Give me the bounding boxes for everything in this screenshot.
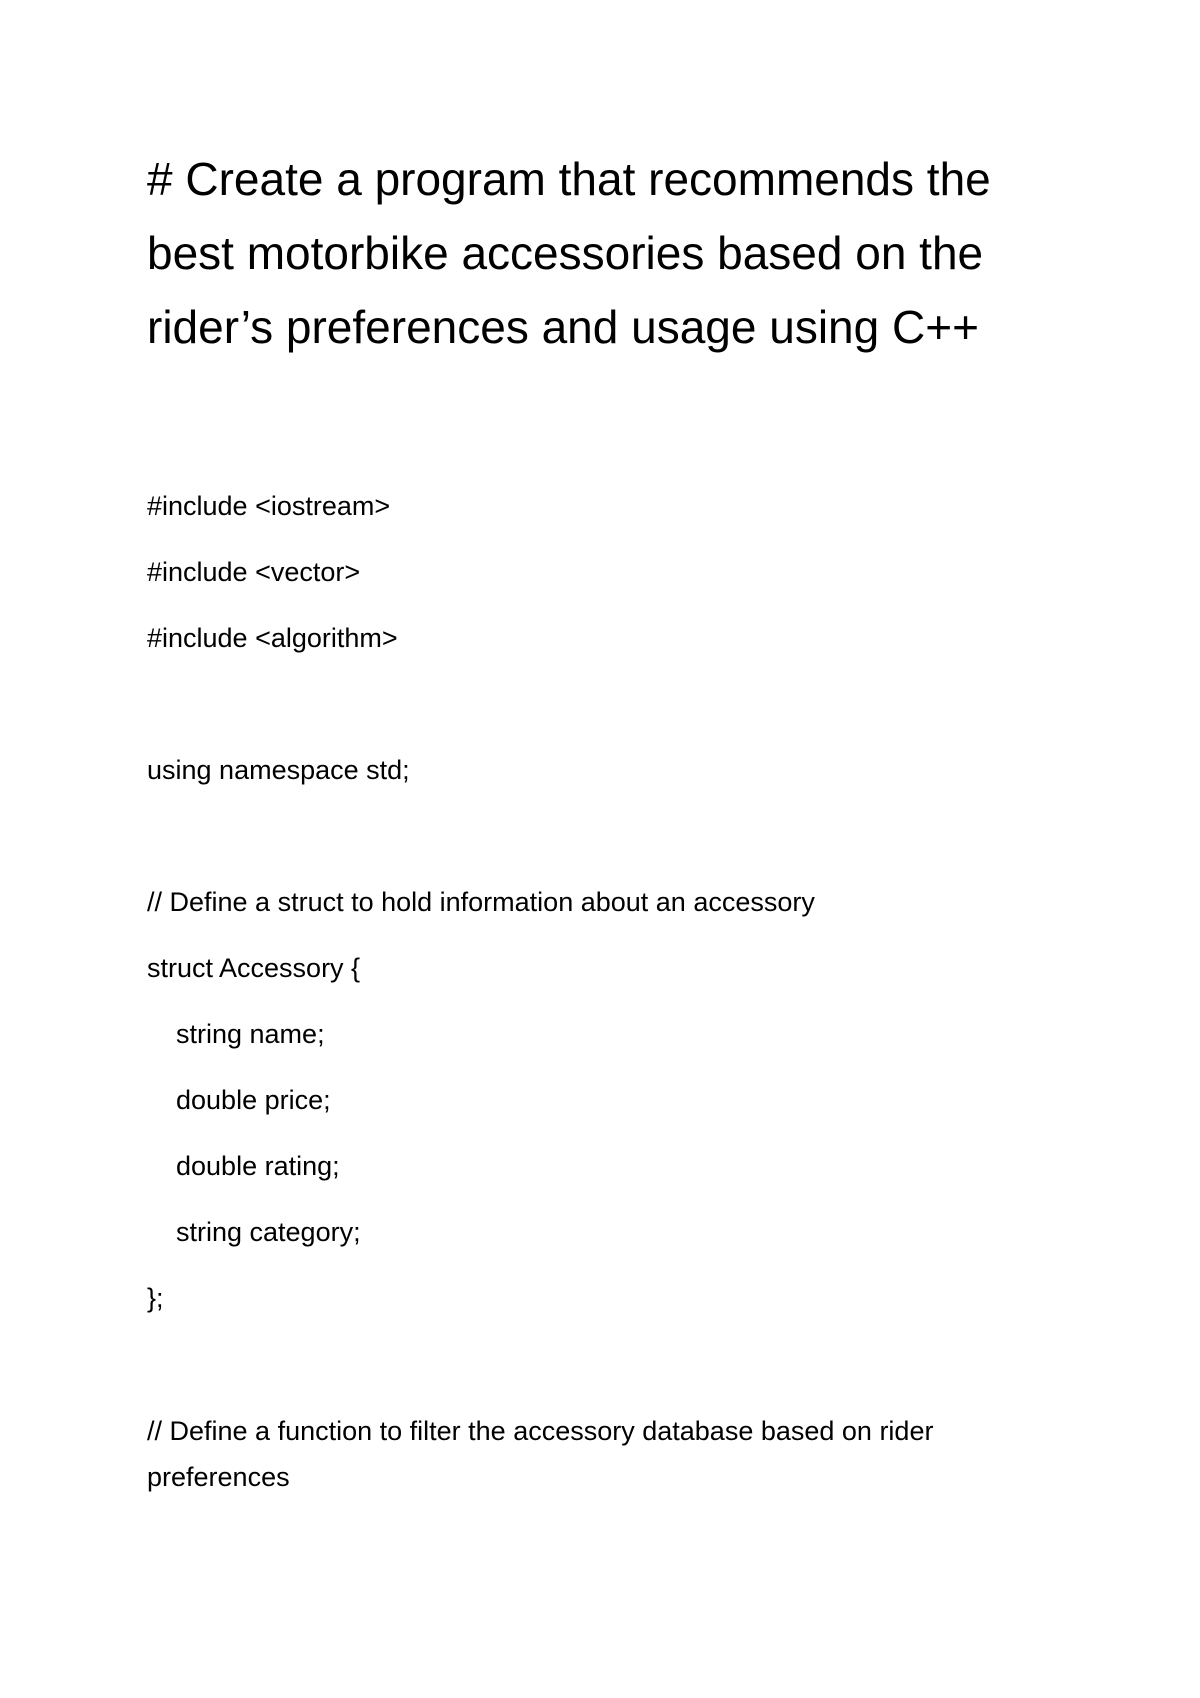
code-struct-open: struct Accessory { [147, 953, 361, 983]
code-field-category: string category; [176, 1217, 361, 1247]
code-field-name: string name; [176, 1019, 325, 1049]
code-field-rating: double rating; [176, 1151, 340, 1181]
code-comment-struct: // Define a struct to hold information about an accessory [147, 887, 815, 917]
code-include-algorithm: #include <algorithm> [147, 623, 398, 653]
code-using-namespace: using namespace std; [147, 755, 410, 785]
code-include-iostream: #include <iostream> [147, 491, 391, 521]
title-line-2: best motorbike accessories based on the [147, 227, 984, 279]
page-title [147, 142, 1107, 364]
code-comment-function: // Define a function to filter the accessory database based on rider preferences [147, 1416, 934, 1492]
code-include-vector: #include <vector> [147, 557, 361, 587]
title-line-3: rider’s preferences and usage using C++ [147, 301, 979, 353]
title-line-1: # Create a program that recommends the [147, 153, 991, 205]
code-field-price: double price; [176, 1085, 331, 1115]
code-struct-close: }; [147, 1283, 164, 1313]
